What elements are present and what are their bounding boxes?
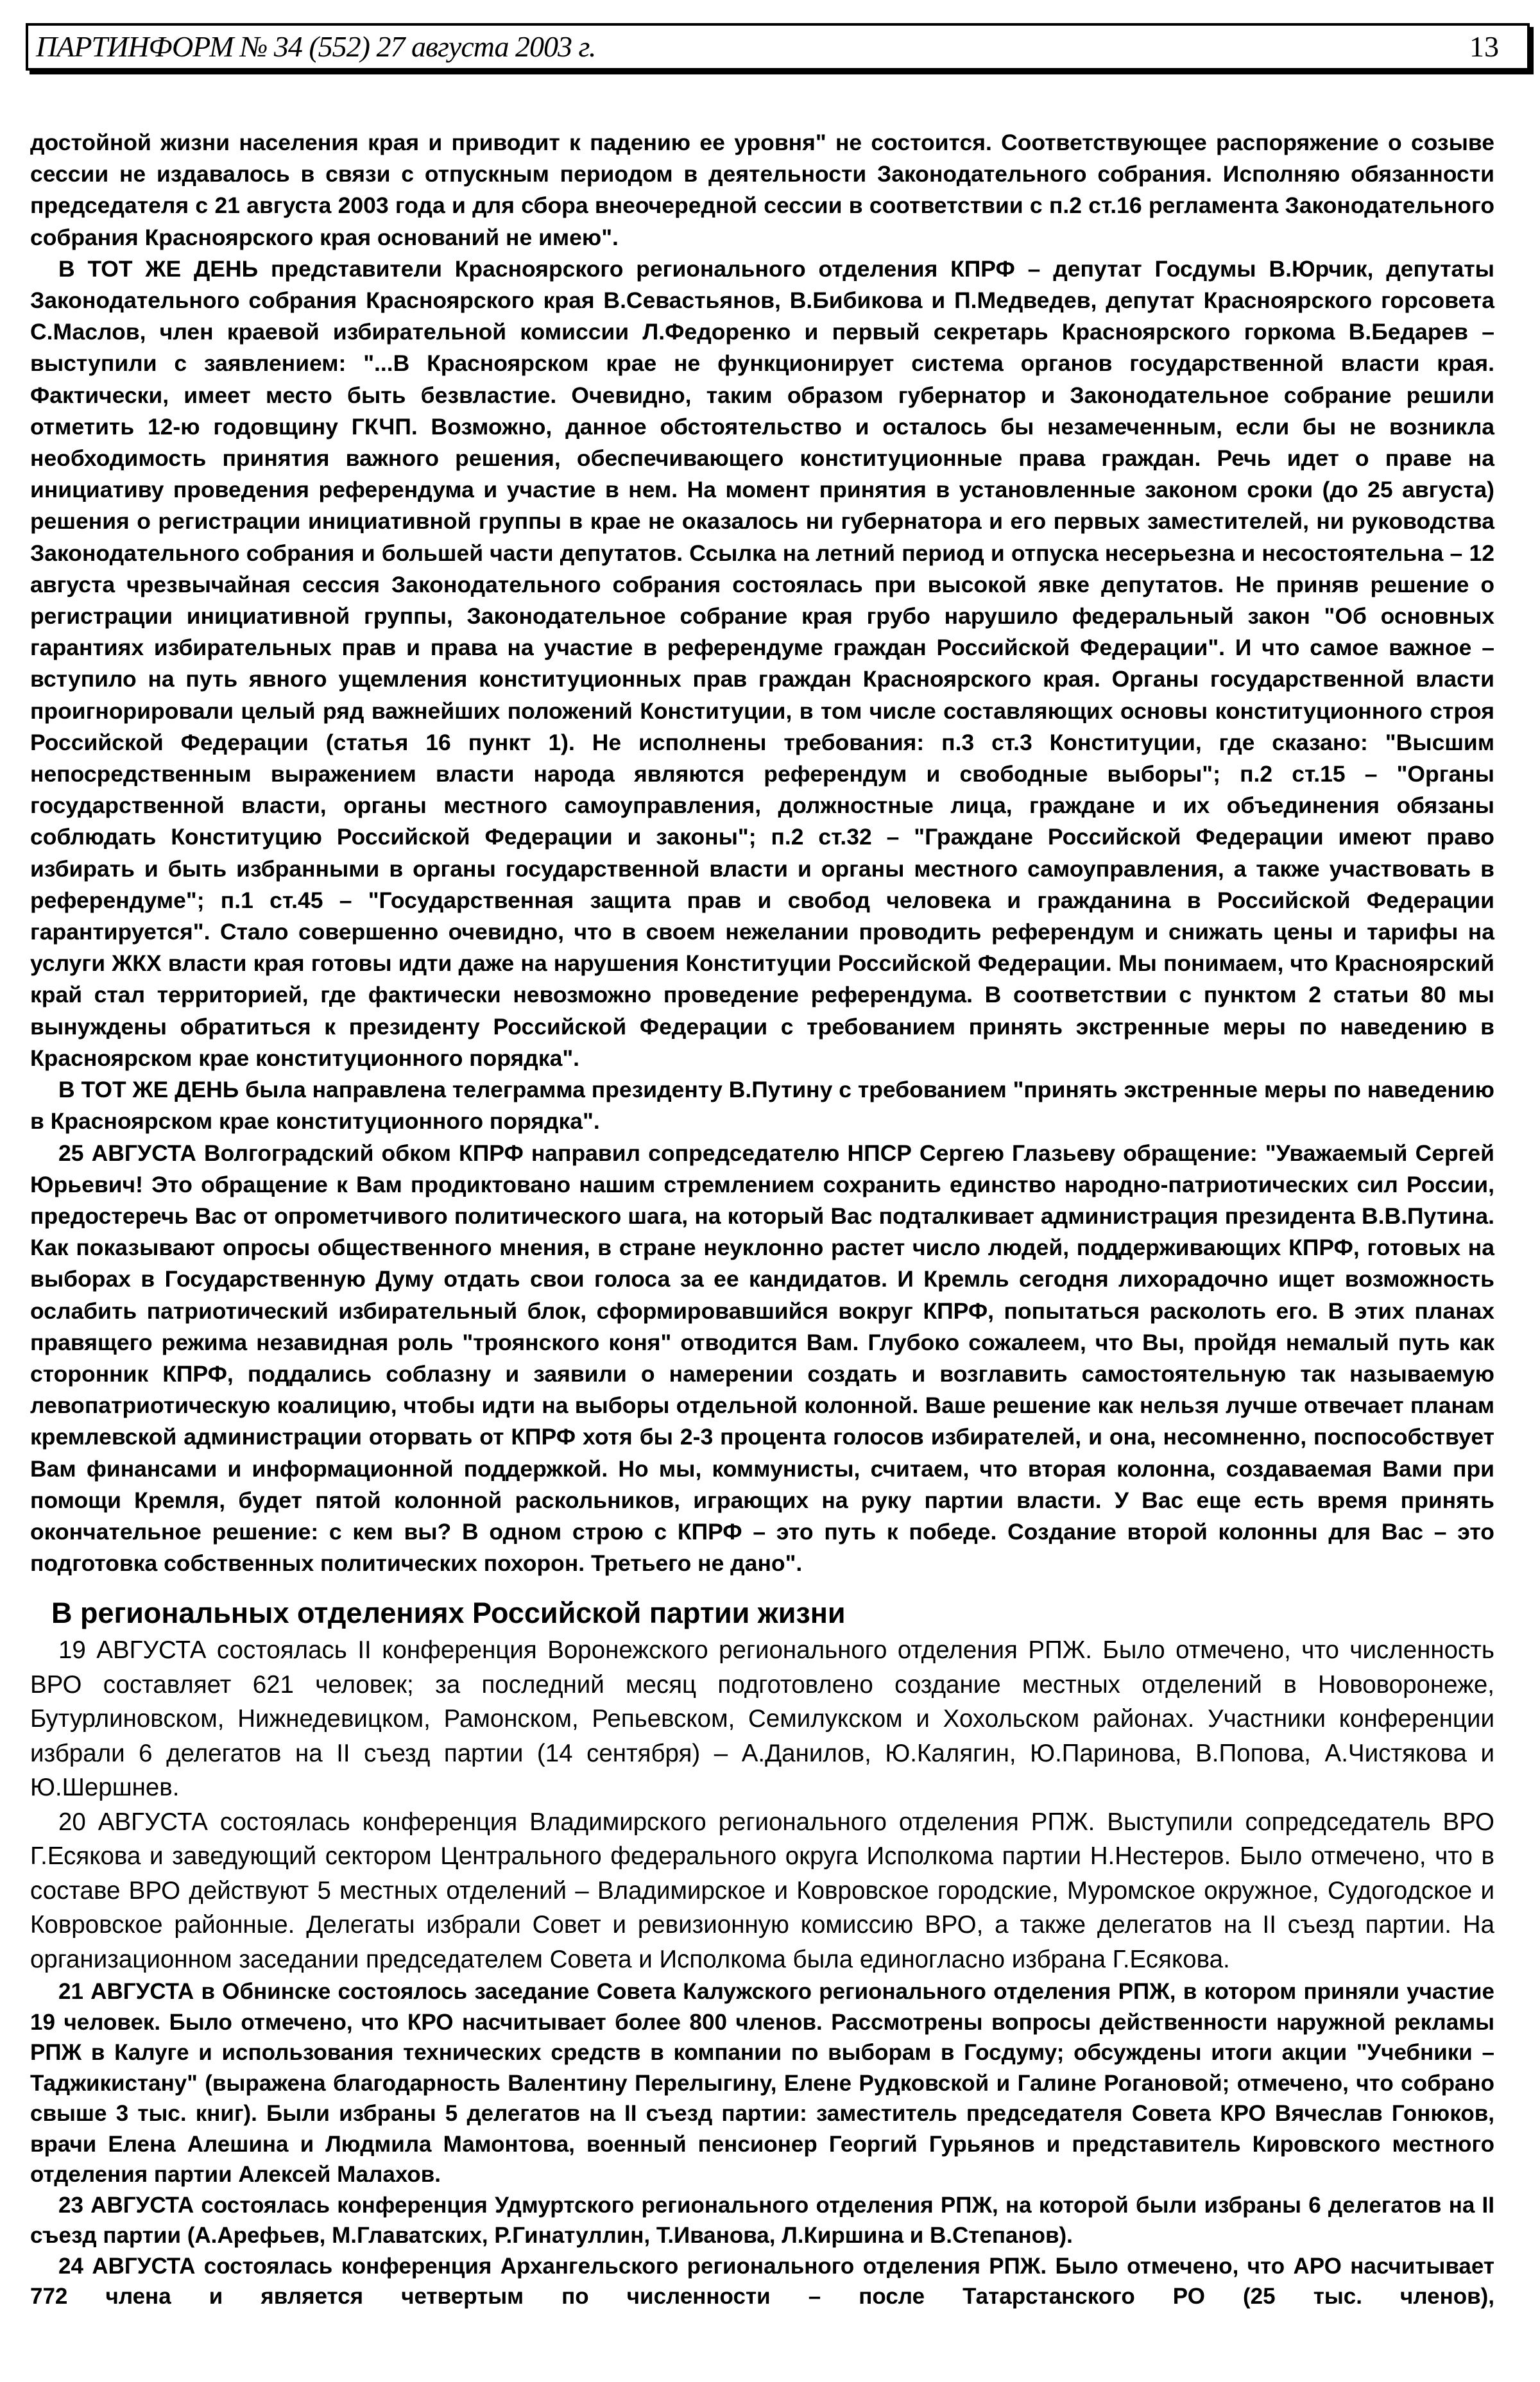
article-rpzh-regions xyxy=(30,1633,1494,2312)
paragraph xyxy=(30,1976,1494,2190)
paragraph xyxy=(30,2190,1494,2251)
paragraph-text: состоялась конференция Владимирского регионального отделения РПЖ. Выступили сопредседатель ВРО Г.Есякова и заведующий сектором Центрального федерального округа Исполкома партии Н.Нестеров. Было отмечено, что в составе ВРО действуют 5 местных отделений – Владимирское и Ковровское городские, Муромское окружное, Судогодское и Ковровское районные. Делегаты избрали Совет и ревизионную комиссию ВРО, а также делегатов на II съезд партии. На организационном заседании председателем Совета и Исполкома была единогласно избрана Г.Есякова. xyxy=(30,1808,1494,1973)
paragraph xyxy=(30,1805,1494,1977)
paragraph-text: состоялась конференция Удмуртского регионального отделения РПЖ, на которой были избраны 6 делегатов на II съезд партии (А.Арефьев, М.Главатских, Р.Гинатуллин, Т.Иванова, Л.Киршина и В.Степанов). xyxy=(30,2192,1494,2249)
date-lead: 20 АВГУСТА xyxy=(58,1808,208,1836)
paragraph xyxy=(30,2251,1494,2312)
page-number: 13 xyxy=(1469,30,1499,63)
paragraph: 25 АВГУСТА Волгоградский обком КПРФ направил сопредседателю НПСР Сергею Глазьеву обращение: "Уважаемый Сергей Юрьевич! Это обращение к Вам продиктовано нашим стремлением сохранить единство народно-патриотических сил России, предостеречь Вас от опрометчивого политического шага, на который Вас подталкивает администрация президента В.В.Путина. Как показывают опросы общественного мнения, в стране неуклонно растет число людей, поддерживающих КПРФ, готовых на выборах в Государственную Думу отдать свои голоса за ее кандидатов. И Кремль сегодня лихорадочно ищет возможность ослабить патриотический избирательный блок, сформировавшийся вокруг КПРФ, попытаться расколоть его. В этих планах правящего режима незавидная роль "троянского коня" отводится Вам. Глубоко сожалеем, что Вы, пройдя немалый путь как сторонник КПРФ, поддались соблазну и заявили о намерении создать и возглавить самостоятельную так называемую левопатриотическую коалицию, чтобы идти на выборы отдельной колонной. Ваше решение как нельзя лучше отвечает планам кремлевской администрации оторвать от КПРФ хотя бы 2-3 процента голосов избирателей, и она, несомненно, поспособствует Вам финансами и информационной поддержкой. Но мы, коммунисты, считаем, что вторая колонна, создаваемая Вами при помощи Кремля, будет пятой колонной раскольников, играющих на руку партии власти. У Вас еще есть время принять окончательное решение: с кем вы? В одном строю с КПРФ – это путь к победе. Создание второй колонны для Вас – это подготовка собственных политических похорон. Третьего не дано". xyxy=(30,1140,1494,1577)
section-heading: В региональных отделениях Российской партии жизни xyxy=(51,1597,846,1630)
publication-title: ПАРТИНФОРМ № 34 (552) 27 августа 2003 г. xyxy=(36,30,596,63)
date-lead: 19 АВГУСТА xyxy=(58,1636,207,1665)
paragraph-text: состоялась конференция Архангельского регионального отделения РПЖ. Было отмечено, что АРО насчитывает 772 члена и является четвертым по численности – после Татарстанского РО (25 тыс. членов), xyxy=(30,2253,1494,2309)
date-lead: 23 АВГУСТА xyxy=(58,2192,194,2218)
page-header xyxy=(26,23,1530,71)
article-krasnoyarsk-volgograd xyxy=(30,127,1494,1579)
paragraph-text: состоялась II конференция Воронежского регионального отделения РПЖ. Было отмечено, что численность ВРО составляет 621 человек; за последний месяц подготовлено создание местных отделений в Нововоронеже, Бутурлиновском, Нижнедевицком, Рамонском, Репьевском, Семилукском и Хохольском районах. Участники конференции избрали 6 делегатов на II съезд партии (14 сентября) – А.Данилов, Ю.Калягин, Ю.Паринова, В.Попова, А.Чистякова и Ю.Шершнев. xyxy=(30,1636,1494,1802)
paragraph xyxy=(30,1633,1494,1805)
date-lead: 21 АВГУСТА xyxy=(58,1979,194,2005)
date-lead: 24 АВГУСТА xyxy=(58,2253,196,2279)
paragraph: достойной жизни населения края и приводит к падению ее уровня" не состоится. Соответствующее распоряжение о созыве сессии не издавалось в связи с отпускным периодом в деятельности Законодательного собрания. Исполняю обязанности председателя с 21 августа 2003 года и для сбора внеочередной сессии в соответствии с п.2 ст.16 регламента Законодательного собрания Красноярского края оснований не имею". xyxy=(30,130,1494,250)
paragraph: В ТОТ ЖЕ ДЕНЬ была направлена телеграмма президенту В.Путину с требованием "принять экстренные меры по наведению в Красноярском крае конституционного порядка". xyxy=(30,1077,1494,1135)
paragraph-text: в Обнинске состоялось заседание Совета Калужского регионального отделения РПЖ, в котором приняли участие 19 человек. Было отмечено, что КРО насчитывает более 800 членов. Рассмотрены вопросы действенности наружной рекламы РПЖ в Калуге и использования технических средств в компании по выборам в Госдуму; обсуждены итоги акции "Учебники – Таджикистану" (выражена благодарность Валентину Перелыгину, Елене Рудковской и Галине Рогановой; отмечено, что собрано свыше 3 тыс. книг). Были избраны 5 делегатов на II съезд партии: заместитель председателя Совета КРО Вячеслав Гонюков, врачи Елена Алешина и Людмила Мамонтова, военный пенсионер Георгий Гурьянов и представитель Кировского местного отделения партии Алексей Малахов. xyxy=(30,1979,1494,2188)
paragraph: В ТОТ ЖЕ ДЕНЬ представители Красноярского регионального отделения КПРФ – депутат Госдумы В.Юрчик, депутаты Законодательного собрания Красноярского края В.Севастьянов, В.Бибикова и П.Медведев, депутат Красноярского горсовета С.Маслов, член краевой избирательной комиссии Л.Федоренко и первый секретарь Красноярского горкома В.Бедарев – выступили с заявлением: "...В Красноярском крае не функционирует система органов государственной власти края. Фактически, имеет место быть безвластие. Очевидно, таким образом губернатор и Законодательное собрание решили отметить 12-ю годовщину ГКЧП. Возможно, данное обстоятельство и осталось бы незамеченным, если бы не возникла необходимость принятия важного решения, обеспечивающего конституционные права граждан. Речь идет о праве на инициативу проведения референдума и участие в нем. На момент принятия в установленные законом сроки (до 25 августа) решения о регистрации инициативной группы в крае не оказалось ни губернатора и его первых заместителей, ни руководства Законодательного собрания и большей части депутатов. Ссылка на летний период и отпуска несерьезна и несостоятельна – 12 августа чрезвычайная сессия Законодательного собрания состоялась при высокой явке депутатов. Не приняв решение о регистрации инициативной группы, Законодательное собрание края грубо нарушило федеральный закон "Об основных гарантиях избирательных прав и права на участие в референдуме граждан Российской Федерации". И что самое важное – вступило на путь явного ущемления конституционных прав граждан Красноярского края. Органы государственной власти проигнорировали целый ряд важнейших положений Конституции, в том числе составляющих основы конституционного строя Российской Федерации (статья 16 пункт 1). Не исполнены требования: п.3 ст.3 Конституции, где сказано: "Высшим непосредственным выражением власти народа являются референдум и свободные выборы"; п.2 ст.15 – "Органы государственной власти, органы местного самоуправления, должностные лица, граждане и их объединения обязаны соблюдать Конституцию Российской Федерации и законы"; п.2 ст.32 – "Граждане Российской Федерации имеют право избирать и быть избранными в органы государственной власти и органы местного самоуправления, а также участвовать в референдуме"; п.1 ст.45 – "Государственная защита прав и свобод человека и гражданина в Российской Федерации гарантируется". Стало совершенно очевидно, что в своем нежелании проводить референдум и снижать цены и тарифы на услуги ЖКХ власти края готовы идти даже на нарушения Конституции Российской Федерации. Мы понимаем, что Красноярский край стал территорией, где фактически невозможно проведение референдума. В соответствии с пунктом 2 статьи 80 мы вынуждены обратиться к президенту Российской Федерации с требованием принять экстренные меры по наведению в Красноярском крае конституционного порядка". xyxy=(30,255,1494,1071)
